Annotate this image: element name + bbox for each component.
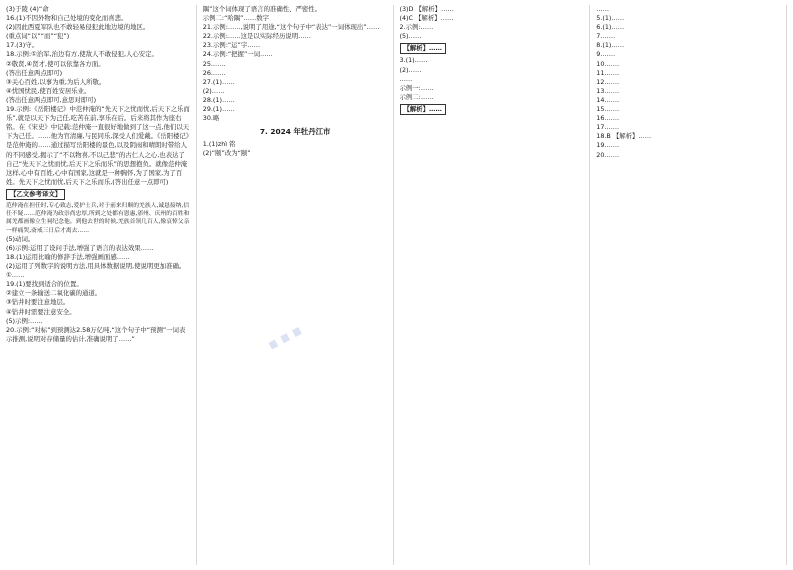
text-line: ③钻井时要注意地层。	[6, 298, 70, 307]
text-line: (4)C 【解析】……	[399, 14, 454, 23]
text-line: 30.略	[202, 114, 220, 123]
text-line: (2)因此西夏军队也不敢轻易侵犯此地边境的地区。	[6, 23, 150, 32]
text-line: 26.……	[202, 68, 226, 77]
text-line: (2)……	[202, 86, 225, 95]
text-line: 19.……	[596, 141, 620, 150]
text-line: 9.……	[596, 50, 616, 59]
text-line: (2)……	[399, 65, 422, 74]
text-line: 10.……	[596, 59, 620, 68]
text-line: 25.……	[202, 59, 226, 68]
text-line: ③关心百姓,以事为重,为后人所敬。	[6, 77, 106, 86]
text-line: 示例一:……	[399, 83, 434, 92]
text-line: 19.示例:《岳阳楼记》中范仲淹的“先天下之忧而忧,后天下之乐而乐”,就是以天下为己任,吃苦在前,享乐在后。后来将其作为座右铭。在《宋史》中记载:范仲淹一直很好地做到了这一点,他们以天下为己任。……他为官清廉,与民同乐,深受人们爱戴。《岳阳楼记》是范仲淹的……通过描写岳阳楼的景色,以及阴雨和晴朗时带给人的不同感受,揭示了“不以物喜,不以己悲”的古仁人之心,也表达了自己“先天下之忧而忧,后天下之乐而乐”的思想抱负。就像范仲淹这样,心中有百姓,心中有国家,这就是一种胸怀,为了国家,为了百姓。先天下之忧而忧,后天下之乐而乐,(答出任意一点即可)	[6, 105, 190, 186]
text-line: ②敬贤,④贤才,使可以依靠各方面。	[6, 59, 105, 68]
text-line: (2)“颐”改为“颐”	[202, 149, 251, 158]
text-line: 21.示例:……,说明了用途,“这个句子中“表达”一词体现出”……	[202, 23, 380, 32]
text-line: 8.(1)……	[596, 41, 625, 50]
section-heading: 7. 2024 年牡丹江市	[259, 127, 331, 137]
column-3	[400, 5, 591, 565]
text-line: 18.示例:①治军,治边有方,使敌人不敢侵犯,人心安定。	[6, 50, 158, 59]
text-line: 16.(1)不因外物和自己处境的变化而喜悲。	[6, 14, 128, 23]
text-line: 1.(1)zhì 铭	[202, 140, 236, 149]
text-line: 20.示例:“对标”到预测达2.58万亿吨,“这个句子中“预测”一词表示推测,说明对存储量的估计,准确说明了……”	[6, 325, 186, 343]
text-line: 6.(1)……	[596, 23, 625, 32]
text-line: (5)……	[399, 32, 422, 41]
text-line: 18.(1)运用比喻的修辞手法,增强画面感……	[6, 252, 130, 261]
text-line: (5)动词。	[6, 234, 35, 243]
text-line: 范仲淹在担任时,专心致志,爱护士兵,对于前来归顺的羌族人,诚恳接纳,信任不疑……范仲淹为政崇尚忠厚,所到之处都有恩惠,邠州、庆州的百姓和属羌都画像立生祠纪念他。到他去世的时候,羌族首领几百人,像哀悼父亲一样痛哭,斋戒三日后才离去……	[6, 202, 190, 234]
column-1	[6, 5, 197, 565]
text-line: ……	[399, 74, 413, 83]
text-line: 16.……	[596, 114, 620, 123]
text-line: 2.示例:……	[399, 23, 434, 32]
text-line: 27.(1)……	[202, 77, 235, 86]
text-line: 11.……	[596, 68, 620, 77]
text-line: (3)D 【解析】……	[399, 5, 454, 13]
text-line: 3.(1)……	[399, 56, 428, 65]
text-line: (3)于陵 (4)“命	[6, 5, 49, 13]
text-line: (重点词“以”“而”“犯”)	[6, 32, 70, 41]
watermark: …	[252, 300, 310, 360]
text-line: 示例二:……	[399, 92, 434, 101]
text-line: (5)示例:……	[6, 316, 43, 325]
column-2	[203, 5, 394, 565]
text-line: 22.示例:……这是以实际经历说明……	[202, 32, 311, 41]
text-line: 18.B 【解析】……	[596, 132, 652, 141]
text-line: 19.(1)要找到适合的位置。	[6, 280, 83, 289]
text-line: (答出任意两点即可,意思对即可)	[6, 95, 97, 104]
text-line: 17.……	[596, 123, 620, 132]
text-line: 【解析】……	[400, 104, 446, 115]
text-line: 29.(1)……	[202, 105, 235, 114]
text-line: 5.(1)……	[596, 14, 625, 23]
text-line: (答出任意两点即可)	[6, 68, 63, 77]
column-4	[596, 5, 787, 565]
text-line: ……	[596, 5, 610, 13]
text-line: 13.……	[596, 86, 620, 95]
text-line: ④钻井时需要注意安全。	[6, 307, 76, 316]
text-line: 14.……	[596, 95, 620, 104]
text-line: ①……	[6, 271, 25, 280]
text-line: (6)示例:运用了设问手法,增强了语言的表达效果……	[6, 243, 154, 252]
text-line: 【解析】……	[400, 43, 446, 54]
text-line: 24.示例:“把握”一词……	[202, 50, 273, 59]
text-line: 隅”这个词体现了语言的准确性、严密性。	[202, 5, 322, 13]
text-line: 20.……	[596, 150, 620, 159]
text-line: 23.示例:“运”字……	[202, 41, 261, 50]
text-line: 示例二:“哈隅”……数字	[202, 14, 270, 23]
text-line: 12.……	[596, 77, 620, 86]
text-line: 17.(3)守。	[6, 41, 38, 50]
text-line: ②建立一条输送二氧化碳的通道。	[6, 289, 102, 298]
text-line: (2)运用了列数字的说明方法,用具体数据说明,使说明更加准确。	[6, 262, 186, 271]
text-line: 【乙文参考译文】	[6, 189, 65, 200]
text-line: 28.(1)……	[202, 95, 235, 104]
text-line: 7.……	[596, 32, 616, 41]
text-line: ④忧国忧民,使百姓安居乐业。	[6, 86, 91, 95]
text-line: 15.……	[596, 105, 620, 114]
